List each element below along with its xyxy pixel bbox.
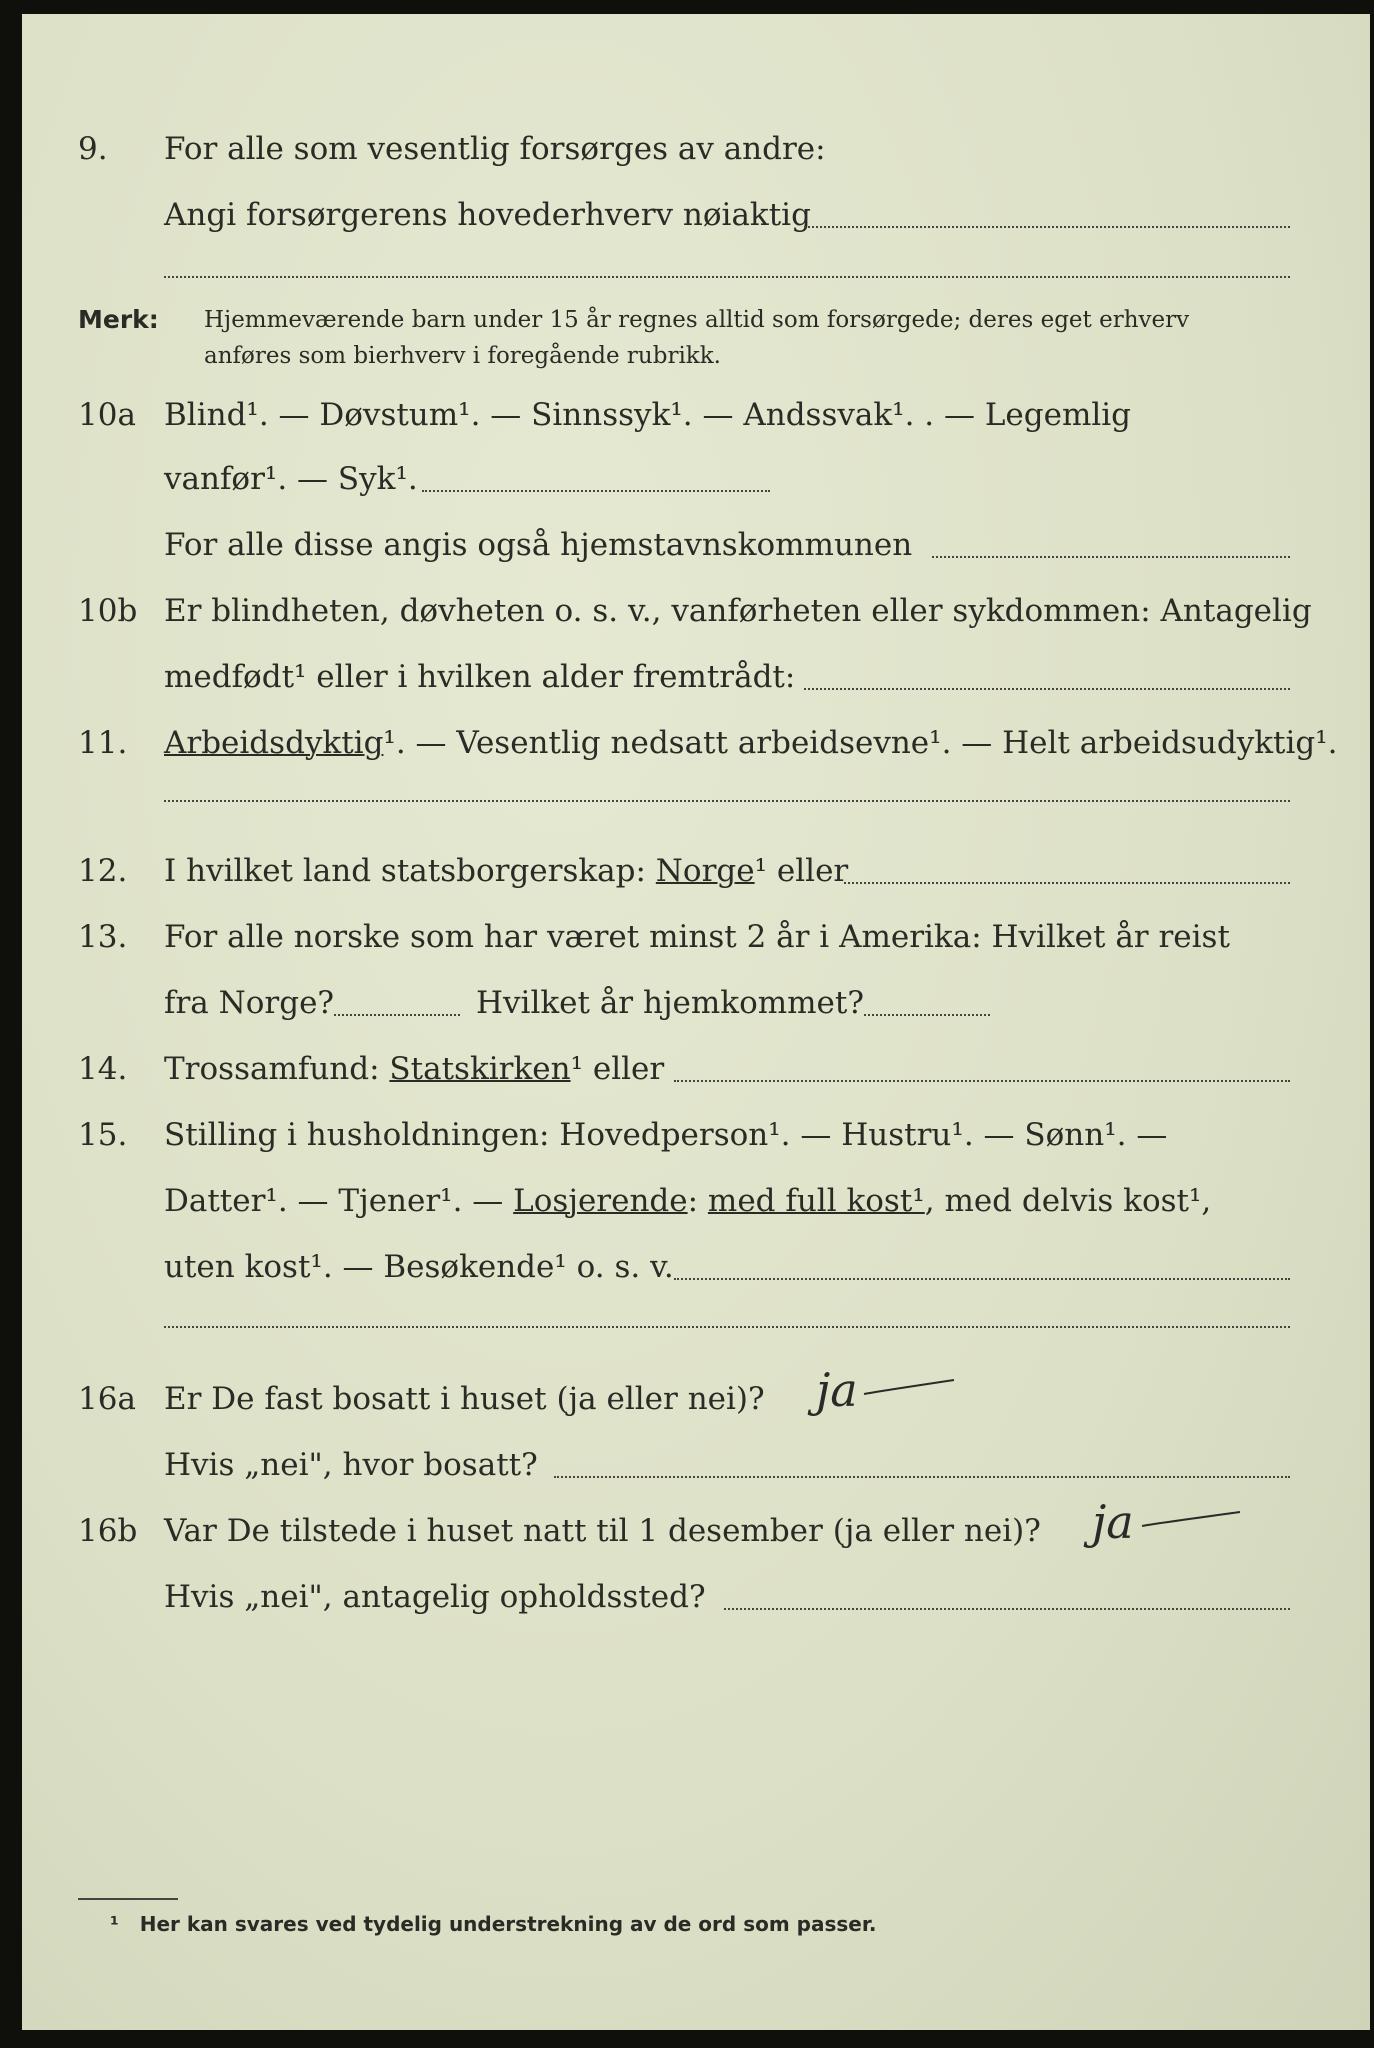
- footnote: [110, 1912, 876, 1936]
- merk-line2: anføres som bierhverv i foregående rubrikk.: [204, 343, 721, 369]
- q10a-row3: [22, 518, 1370, 572]
- q16a-row: [22, 1364, 1370, 1426]
- q16b-line2: Hvis „nei", antagelig opholdssted?: [164, 1579, 706, 1615]
- q9-answer-line-2[interactable]: [164, 276, 1290, 278]
- q9-line2: Angi forsørgerens hovederhverv nøiaktig: [164, 197, 811, 233]
- q14-selected-option[interactable]: Statskirken: [389, 1051, 571, 1087]
- q11-answer-line[interactable]: [164, 800, 1290, 802]
- q15-selected-full-kost[interactable]: med full kost¹: [707, 1183, 925, 1219]
- q15-line2: [164, 1174, 1211, 1228]
- q12-text: [164, 844, 848, 898]
- q16b-row2: [22, 1570, 1370, 1624]
- q11-number: 11.: [78, 725, 128, 761]
- q14-row: [22, 1042, 1370, 1096]
- q16a-number: 16a: [78, 1381, 136, 1417]
- q16b-handwritten-answer[interactable]: [1080, 1496, 1270, 1570]
- q15-row2: [22, 1174, 1370, 1228]
- q14-text: [164, 1042, 664, 1096]
- footnote-mark: ¹: [110, 1912, 119, 1936]
- q14-number: 14.: [78, 1051, 128, 1087]
- q14-pre: Trossamfund:: [164, 1051, 380, 1087]
- q13-hjemkommet-line[interactable]: [864, 1014, 990, 1016]
- q13-reist-line[interactable]: [334, 1014, 460, 1016]
- q13-row2: [22, 976, 1370, 1030]
- q15-answer-line-2[interactable]: [164, 1326, 1290, 1328]
- q15-line3: uten kost¹. — Besøkende¹ o. s. v.: [164, 1249, 674, 1285]
- q16b-number: 16b: [78, 1513, 138, 1549]
- q11-text: [164, 716, 1338, 770]
- q10b-row2: [22, 650, 1370, 704]
- q9-answer-line[interactable]: [804, 226, 1290, 228]
- q13-line2a: fra Norge?: [164, 985, 335, 1021]
- q16a-bosatt-line[interactable]: [554, 1476, 1290, 1478]
- q15-options-c: , med delvis kost¹,: [924, 1183, 1212, 1219]
- q13-line1: For alle norske som har været minst 2 år i Amerika: Hvilket år reist: [164, 919, 1230, 955]
- q13-number: 13.: [78, 919, 128, 955]
- q15-answer-line[interactable]: [674, 1278, 1290, 1280]
- q13-row: [22, 910, 1370, 964]
- footnote-rule: [78, 1898, 178, 1900]
- q13-line2b: Hvilket år hjemkommet?: [476, 985, 864, 1021]
- q10a-line2: vanfør¹. — Syk¹.: [164, 461, 418, 497]
- q15-colon: :: [687, 1183, 699, 1219]
- q11-selected-option[interactable]: Arbeidsdyktig: [164, 725, 384, 761]
- q10a-row2: [22, 452, 1370, 506]
- q11-row: [22, 716, 1370, 770]
- q12-selected-option[interactable]: Norge: [655, 853, 755, 889]
- q12-number: 12.: [78, 853, 128, 889]
- q10b-line2: medfødt¹ eller i hvilken alder fremtrådt:: [164, 659, 796, 695]
- q16b-answer-text: ja: [1092, 1496, 1134, 1549]
- q15-selected-losjerende[interactable]: Losjerende: [513, 1183, 688, 1219]
- q12-pre: I hvilket land statsborgerskap:: [164, 853, 646, 889]
- merk-note: [22, 294, 1370, 384]
- q10b-line1: Er blindheten, døvheten o. s. v., vanførheten eller sykdommen: Antagelig: [164, 593, 1312, 629]
- q16a-handwritten-answer[interactable]: [804, 1364, 984, 1438]
- q12-post: ¹ eller: [754, 853, 849, 889]
- q15-row: [22, 1108, 1370, 1162]
- q11-rest: ¹. — Vesentlig nedsatt arbeidsevne¹. — Helt arbeidsudyktig¹.: [383, 725, 1338, 761]
- q16b-line1: Var De tilstede i huset natt til 1 desember (ja eller nei)?: [164, 1513, 1041, 1549]
- q12-row: [22, 844, 1370, 898]
- merk-label: Merk:: [78, 305, 159, 334]
- footnote-text: Her kan svares ved tydelig understrekning av de ord som passer.: [139, 1912, 877, 1936]
- q10b-answer-line[interactable]: [804, 688, 1290, 690]
- q14-post: ¹ eller: [570, 1051, 665, 1087]
- q14-answer-line[interactable]: [674, 1080, 1290, 1082]
- q15-options-a: Datter¹. — Tjener¹. —: [164, 1183, 504, 1219]
- q9-line1: For alle som vesentlig forsørges av andre:: [164, 131, 826, 167]
- q10b-row: [22, 584, 1370, 638]
- q10b-number: 10b: [78, 593, 138, 629]
- q10a-answer-line[interactable]: [422, 490, 770, 492]
- q10a-number: 10a: [78, 397, 136, 433]
- merk-line1: Hjemmeværende barn under 15 år regnes alltid som forsørgede; deres eget erhverv: [204, 307, 1190, 333]
- q15-line1: Stilling i husholdningen: Hovedperson¹. — Hustru¹. — Sønn¹. —: [164, 1117, 1168, 1153]
- q9-row: [22, 122, 1370, 176]
- q16a-line1: Er De fast bosatt i huset (ja eller nei)?: [164, 1381, 765, 1417]
- q9-number: 9.: [78, 131, 108, 167]
- q10a-line1: Blind¹. — Døvstum¹. — Sinnssyk¹. — Andssvak¹. . — Legemlig: [164, 397, 1132, 433]
- q16b-row: [22, 1496, 1370, 1558]
- census-form-page: [22, 14, 1370, 2030]
- q10a-hjemstavn-line[interactable]: [932, 556, 1290, 558]
- q16b-opholdssted-line[interactable]: [724, 1608, 1290, 1610]
- q16a-line2: Hvis „nei", hvor bosatt?: [164, 1447, 538, 1483]
- q15-number: 15.: [78, 1117, 128, 1153]
- q9-row2: [22, 188, 1370, 242]
- q10a-line3: For alle disse angis også hjemstavnskommunen: [164, 527, 913, 563]
- q15-row3: [22, 1240, 1370, 1294]
- q12-answer-line[interactable]: [844, 882, 1290, 884]
- q16a-answer-text: ja: [816, 1364, 858, 1417]
- q10a-row: [22, 388, 1370, 442]
- q16a-row2: [22, 1438, 1370, 1492]
